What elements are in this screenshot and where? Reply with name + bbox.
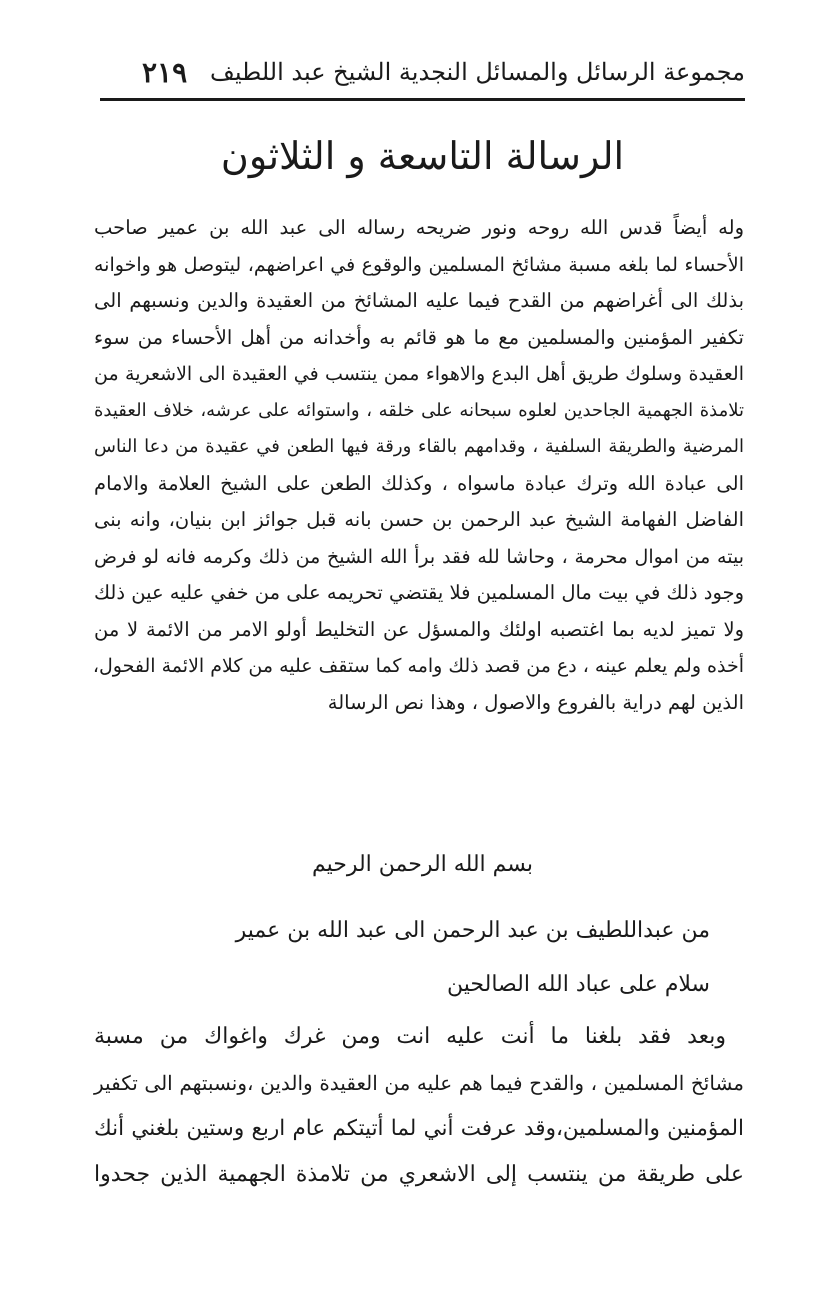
- intro-line: وله أيضاً قدس الله روحه ونور ضريحه رساله الى عبد الله بن عمير صاحب: [94, 216, 744, 239]
- intro-line: بيته من اموال محرمة ، وحاشا لله فقد برأ الله الشيخ من ذلك وكرمه فانه لو فرض: [94, 545, 744, 568]
- intro-line: بذلك الى أغراضهم من القدح فيما عليه المشائخ من العقيدة والدين ونسبهم الى: [94, 289, 744, 312]
- intro-line: تكفير المؤمنين والمسلمين مع ما هو قائم به وأخدانه من أهل الأحساء من سوء: [94, 325, 744, 349]
- intro-line: الى عبادة الله وترك عبادة ماسواه ، وكذلك الطعن على الشيخ العلامة والامام: [94, 471, 744, 495]
- body-line: المؤمنين والمسلمين،وقد عرفت أني لما أتيتكم عام اربع وستين بلغني أنك: [94, 1116, 744, 1141]
- letter-sender-line: من عبداللطيف بن عبد الرحمن الى عبد الله بن عمير: [235, 918, 710, 943]
- intro-line: الذين لهم دراية بالفروع والاصول ، وهذا نص الرسالة: [327, 690, 744, 714]
- body-line: مشائخ المسلمين ، والقدح فيما هم عليه من العقيدة والدين ،ونسبتهم الى تكفير: [94, 1071, 744, 1095]
- page-number: ٢١٩: [142, 56, 188, 89]
- letter-body: [94, 1014, 744, 1198]
- running-header-title: مجموعة الرسائل والمسائل النجدية الشيخ عبد اللطيف: [210, 58, 745, 86]
- intro-line: وجود ذلك في بيت مال المسلمين فلا يقتضي تحريمه على من خفي عليه عين ذلك: [93, 581, 744, 604]
- body-line: وبعد فقد بلغنا ما أنت عليه انت ومن غرك واغواك من مسبة: [94, 1024, 726, 1049]
- chapter-heading: الرسالة التاسعة و الثلاثون: [220, 134, 625, 178]
- running-header: [100, 56, 745, 96]
- intro-line: الفاضل الفهامة الشيخ عبد الرحمن بن حسن بانه قبل جوائز ابن بنيان، وانه بنى: [94, 508, 744, 531]
- intro-line: تلامذة الجهمية الجاحدين لعلوه سبحانه على خلقه ، واستوائه على عرشه، خلاف العقيدة: [94, 399, 744, 421]
- intro-line: الأحساء لما بلغه مسبة مشائخ المسلمين والوقوع في اعراضهم، ليتوصل هو واخوانه: [94, 253, 744, 276]
- body-line: على طريقة من ينتسب إلى الاشعري من تلامذة الجهمية الذين جحدوا: [94, 1162, 744, 1187]
- intro-line: أخذه ولم يعلم عينه ، دع من قصد ذلك وامه كما ستقف عليه من كلام الائمة الفحول،: [92, 655, 744, 677]
- intro-paragraph: [94, 210, 744, 721]
- letter-greeting: سلام على عباد الله الصالحين: [447, 972, 710, 997]
- basmala: بسم الله الرحمن الرحيم: [311, 852, 534, 877]
- intro-line: العقيدة وسلوك طريق أهل البدع والاهواء ممن ينتسب في العقيدة الى الاشعرية من: [94, 363, 744, 385]
- intro-line: ولا تميز لديه بما اغتصبه اولئك والمسؤل عن التخليط أولو الامر من الائمة لا من: [94, 617, 744, 641]
- intro-line: المرضية والطريقة السلفية ، وقدامهم بالقاء ورقة فيها الطعن في عقيدة من دعا الناس: [94, 436, 744, 457]
- header-rule: [100, 98, 745, 101]
